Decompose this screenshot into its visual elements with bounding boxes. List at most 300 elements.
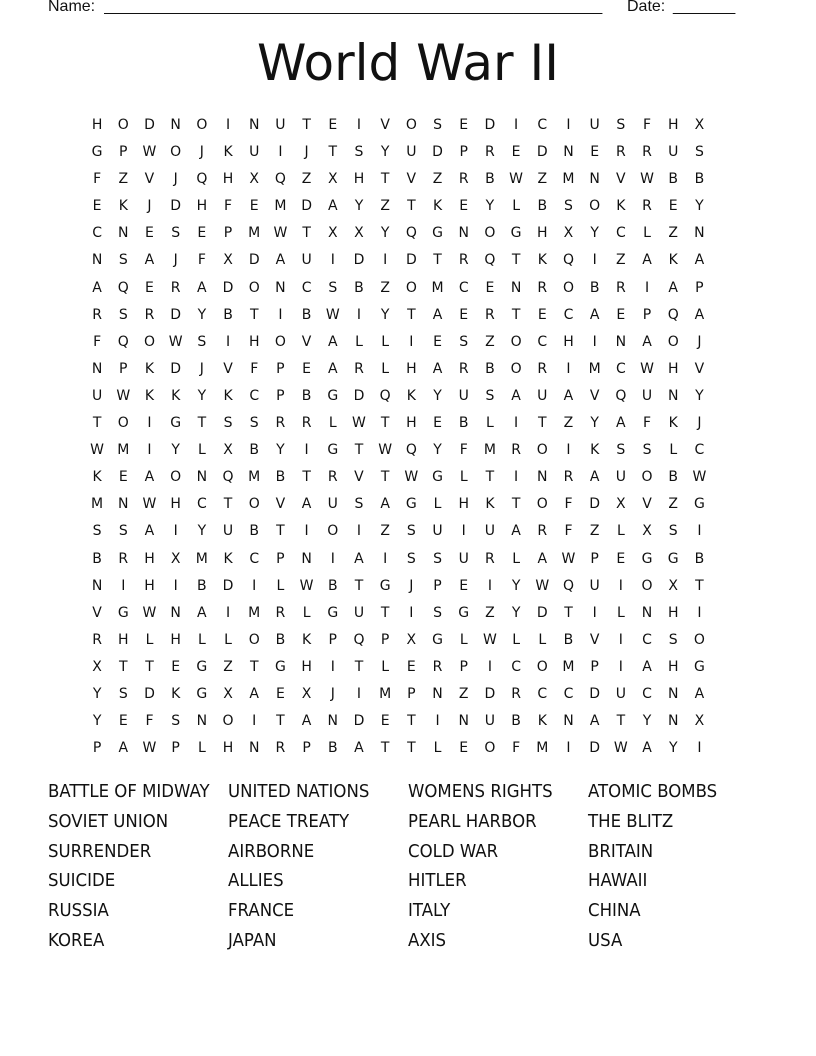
grid-letter: W <box>640 171 654 188</box>
grid-letter: B <box>197 577 207 594</box>
grid-letter: Z <box>589 523 600 540</box>
grid-letter: I <box>173 577 178 594</box>
grid-letter: R <box>458 252 469 269</box>
grid-letter: P <box>223 225 233 242</box>
grid-letter: T <box>380 740 390 757</box>
grid-letter: S <box>197 333 207 350</box>
grid-letter: L <box>616 604 625 621</box>
grid-letter: K <box>223 144 233 161</box>
grid-letter: H <box>667 117 679 133</box>
grid-letter: R <box>432 658 443 675</box>
word-list-item: SUICIDE <box>48 870 116 892</box>
grid-letter: Y <box>590 225 599 242</box>
grid-letter: P <box>459 144 468 161</box>
word-list-item: PEARL HARBOR <box>408 810 537 832</box>
grid-letter: M <box>536 740 549 757</box>
grid-letter: Q <box>222 469 234 486</box>
grid-letter: C <box>537 333 548 350</box>
grid-letter: T <box>616 713 626 730</box>
grid-letter: Y <box>642 713 652 730</box>
grid-letter: E <box>302 360 312 377</box>
grid-letter: A <box>301 713 312 730</box>
grid-letter: U <box>589 577 600 594</box>
grid-letter: U <box>458 550 469 567</box>
grid-letter: A <box>563 387 574 404</box>
grid-letter: I <box>252 577 257 594</box>
grid-letter: N <box>667 685 679 702</box>
grid-letter: T <box>380 604 390 621</box>
grid-letter: D <box>248 252 260 269</box>
grid-letter: M <box>248 604 261 621</box>
grid-letter: O <box>143 333 155 350</box>
grid-letter: G <box>379 577 391 594</box>
name-label: Name: <box>48 0 96 15</box>
grid-letter: A <box>327 360 338 377</box>
grid-letter: O <box>536 442 548 459</box>
grid-letter: N <box>667 713 679 730</box>
grid-letter: Z <box>537 171 548 188</box>
grid-letter: A <box>616 415 626 432</box>
grid-letter: X <box>406 631 417 648</box>
grid-letter: D <box>222 577 234 594</box>
word-list-item: WOMENS RIGHTS <box>408 781 553 802</box>
grid-letter: E <box>145 225 154 242</box>
grid-letter: N <box>510 279 522 296</box>
grid-letter: G <box>432 469 443 486</box>
grid-letter: D <box>589 685 601 702</box>
grid-letter: B <box>511 713 521 730</box>
grid-letter: W <box>168 333 183 350</box>
grid-letter: G <box>91 144 103 161</box>
grid-letter: U <box>537 387 548 404</box>
grid-letter: A <box>144 523 155 540</box>
grid-letter: D <box>589 740 601 757</box>
grid-letter: V <box>144 171 155 188</box>
grid-letter: W <box>692 469 707 486</box>
grid-letter: U <box>668 144 679 161</box>
grid-letter: Q <box>667 306 679 323</box>
grid-letter: O <box>274 333 286 350</box>
grid-letter: F <box>564 523 573 540</box>
grid-letter: Z <box>485 604 495 621</box>
grid-letter: E <box>433 415 442 432</box>
grid-letter: W <box>116 387 131 404</box>
grid-letter: B <box>537 198 548 215</box>
grid-letter: C <box>642 685 652 702</box>
grid-letter: A <box>642 658 652 675</box>
date-field[interactable]: _______ <box>673 0 736 15</box>
grid-letter: N <box>196 469 208 486</box>
grid-letter: T <box>276 713 285 730</box>
grid-letter: Y <box>380 225 390 242</box>
grid-letter: R <box>354 360 364 377</box>
grid-letter: A <box>92 279 102 296</box>
grid-letter: O <box>562 279 574 296</box>
grid-letter: B <box>354 279 364 296</box>
grid-letter: Y <box>590 415 599 432</box>
grid-letter: K <box>302 631 312 648</box>
grid-letter: S <box>406 550 416 567</box>
grid-letter: A <box>301 496 312 513</box>
grid-letter: K <box>432 198 443 215</box>
grid-letter: P <box>276 550 285 567</box>
grid-letter: A <box>694 306 705 323</box>
grid-letter: Z <box>301 171 312 188</box>
grid-letter: T <box>223 496 233 513</box>
grid-letter: H <box>353 171 365 188</box>
word-list-item: COLD WAR <box>408 840 499 862</box>
grid-letter: K <box>144 360 155 377</box>
grid-letter: M <box>562 171 575 188</box>
grid-letter: U <box>484 523 496 540</box>
grid-letter: E <box>145 279 154 296</box>
grid-letter: I <box>566 117 571 133</box>
grid-letter: U <box>432 523 443 540</box>
grid-letter: N <box>301 550 312 567</box>
grid-letter: D <box>353 252 365 269</box>
grid-letter: X <box>694 117 705 133</box>
grid-letter: I <box>487 577 492 594</box>
grid-letter: H <box>170 496 181 513</box>
grid-letter: I <box>278 144 283 161</box>
grid-letter: W <box>273 225 288 242</box>
grid-letter: I <box>514 469 519 486</box>
grid-letter: N <box>641 604 653 621</box>
grid-letter: I <box>252 713 257 730</box>
grid-letter: G <box>405 496 417 513</box>
grid-letter: N <box>91 360 103 377</box>
grid-letter: A <box>144 252 155 269</box>
grid-letter: N <box>589 171 600 188</box>
word-list-item: RUSSIA <box>48 900 109 922</box>
grid-letter: R <box>144 306 155 323</box>
word-list-item: THE BLITZ <box>588 810 674 832</box>
grid-letter: R <box>485 144 495 161</box>
grid-letter: N <box>563 713 574 730</box>
grid-letter: T <box>538 415 547 432</box>
grid-letter: H <box>301 658 312 675</box>
grid-letter: F <box>250 360 259 377</box>
grid-letter: Z <box>563 415 574 432</box>
grid-letter: S <box>354 496 364 513</box>
grid-letter: R <box>485 306 495 323</box>
grid-letter: I <box>461 523 466 540</box>
grid-letter: R <box>642 144 652 161</box>
grid-letter: Y <box>433 442 442 459</box>
grid-letter: J <box>147 198 152 215</box>
grid-letter: O <box>170 469 182 486</box>
grid-letter: R <box>275 415 286 432</box>
grid-letter: R <box>537 523 548 540</box>
grid-letter: K <box>485 496 495 513</box>
grid-letter: T <box>407 306 416 323</box>
grid-letter: K <box>537 252 547 269</box>
grid-letter: B <box>458 415 469 432</box>
grid-letter: S <box>171 225 181 242</box>
grid-letter: N <box>432 685 443 702</box>
grid-letter: D <box>301 198 312 215</box>
grid-letter: S <box>354 144 364 161</box>
grid-letter: S <box>694 144 704 161</box>
grid-letter: L <box>512 550 520 567</box>
grid-letter: K <box>92 469 102 486</box>
grid-letter: S <box>118 523 128 540</box>
grid-letter: H <box>222 171 234 188</box>
grid-letter: S <box>171 713 181 730</box>
grid-letter: U <box>301 252 312 269</box>
grid-letter: H <box>667 360 679 377</box>
word-list-item: HITLER <box>408 870 467 892</box>
grid-letter: I <box>514 117 519 133</box>
grid-letter: B <box>485 360 495 377</box>
grid-letter: L <box>224 631 232 648</box>
grid-letter: U <box>615 469 626 486</box>
grid-letter: O <box>510 360 522 377</box>
grid-letter: O <box>536 658 548 675</box>
grid-letter: N <box>91 577 103 594</box>
grid-letter: F <box>512 740 521 757</box>
grid-letter: T <box>302 469 311 486</box>
grid-letter: H <box>91 117 103 133</box>
grid-letter: R <box>642 198 652 215</box>
grid-letter: U <box>641 387 653 404</box>
grid-letter: R <box>118 550 129 567</box>
grid-letter: T <box>511 496 521 513</box>
grid-letter: K <box>406 387 416 404</box>
grid-letter: C <box>249 550 260 567</box>
grid-letter: X <box>642 523 652 540</box>
grid-letter: V <box>406 171 417 188</box>
grid-letter: R <box>170 279 181 296</box>
grid-letter: W <box>378 442 393 459</box>
grid-letter: E <box>459 117 469 133</box>
grid-letter: Y <box>92 713 102 730</box>
grid-letter: E <box>380 713 390 730</box>
grid-letter: I <box>435 713 440 730</box>
grid-letter: E <box>459 577 469 594</box>
grid-letter: T <box>354 658 364 675</box>
grid-letter: O <box>196 117 208 133</box>
grid-letter: S <box>118 685 128 702</box>
word-list-item: KOREA <box>48 929 105 951</box>
grid-letter: O <box>484 740 496 757</box>
grid-letter: Y <box>276 442 285 459</box>
grid-letter: K <box>590 442 600 459</box>
grid-letter: Y <box>511 604 521 621</box>
grid-letter: W <box>561 550 576 567</box>
grid-letter: T <box>276 523 285 540</box>
grid-letter: D <box>353 387 365 404</box>
grid-letter: L <box>433 496 442 513</box>
grid-letter: D <box>170 306 182 323</box>
grid-letter: G <box>667 550 679 567</box>
grid-letter: E <box>590 144 600 161</box>
grid-letter: I <box>330 550 335 567</box>
grid-letter: R <box>537 360 548 377</box>
grid-letter: T <box>380 469 390 486</box>
grid-letter: L <box>355 333 363 350</box>
grid-letter: D <box>536 144 548 161</box>
grid-letter: A <box>589 306 600 323</box>
grid-letter: G <box>327 442 339 459</box>
grid-letter: K <box>537 713 547 730</box>
grid-letter: B <box>485 171 495 188</box>
name-field[interactable]: ________________________________________________________ <box>104 0 603 15</box>
grid-letter: O <box>405 279 417 296</box>
grid-letter: A <box>275 252 286 269</box>
grid-letter: T <box>249 658 259 675</box>
grid-letter: X <box>92 658 102 675</box>
grid-letter: I <box>225 604 231 621</box>
grid-letter: F <box>224 198 233 215</box>
grid-letter: Q <box>274 171 286 188</box>
grid-letter: Z <box>380 523 390 540</box>
grid-letter: N <box>458 225 469 242</box>
grid-letter: I <box>330 252 335 269</box>
grid-letter: R <box>511 442 521 459</box>
grid-letter: S <box>328 279 338 296</box>
grid-letter: N <box>91 252 103 269</box>
grid-letter: E <box>616 306 626 323</box>
grid-letter: Y <box>354 198 364 215</box>
grid-letter: I <box>304 523 309 540</box>
grid-letter: O <box>641 469 653 486</box>
grid-letter: V <box>380 117 390 133</box>
grid-letter: X <box>563 225 574 242</box>
word-list-item: SURRENDER <box>48 840 152 862</box>
grid-letter: N <box>248 117 260 133</box>
grid-letter: M <box>562 658 575 675</box>
grid-letter: X <box>327 225 338 242</box>
grid-letter: P <box>276 360 285 377</box>
grid-letter: B <box>301 387 312 404</box>
grid-letter: U <box>353 604 365 621</box>
grid-letter: P <box>328 631 337 648</box>
grid-letter: L <box>276 577 285 594</box>
grid-letter: T <box>380 171 390 188</box>
grid-letter: S <box>118 306 128 323</box>
grid-letter: F <box>93 171 102 188</box>
grid-letter: Y <box>380 144 390 161</box>
grid-letter: E <box>485 279 495 296</box>
grid-letter: L <box>328 415 337 432</box>
grid-letter: A <box>118 740 129 757</box>
grid-letter: P <box>92 740 102 757</box>
grid-letter: I <box>697 604 702 621</box>
grid-letter: V <box>223 360 233 377</box>
grid-letter: S <box>92 523 102 540</box>
grid-letter: D <box>432 144 443 161</box>
grid-letter: G <box>458 604 470 621</box>
grid-letter: L <box>643 225 651 242</box>
grid-letter: X <box>616 496 626 513</box>
grid-letter: J <box>304 144 309 161</box>
grid-letter: P <box>642 306 652 323</box>
grid-letter: K <box>668 415 678 432</box>
grid-letter: V <box>275 496 286 513</box>
grid-letter: K <box>223 550 233 567</box>
grid-letter: Y <box>485 198 495 215</box>
grid-letter: R <box>275 604 286 621</box>
grid-letter: S <box>485 387 495 404</box>
grid-letter: L <box>197 740 206 757</box>
grid-letter: O <box>589 198 601 215</box>
grid-letter: M <box>117 442 130 459</box>
word-list-item: CHINA <box>588 900 641 922</box>
grid-letter: G <box>274 658 286 675</box>
grid-letter: R <box>301 415 312 432</box>
grid-letter: W <box>142 740 157 757</box>
grid-letter: C <box>511 658 521 675</box>
grid-letter: I <box>356 117 362 133</box>
grid-letter: B <box>327 740 338 757</box>
grid-letter: H <box>144 550 155 567</box>
grid-letter: U <box>484 713 496 730</box>
grid-letter: M <box>195 550 208 567</box>
grid-letter: S <box>223 415 233 432</box>
grid-letter: T <box>380 415 390 432</box>
grid-letter: I <box>383 252 388 269</box>
grid-letter: E <box>406 658 416 675</box>
grid-letter: E <box>433 333 442 350</box>
grid-letter: O <box>536 496 548 513</box>
grid-letter: H <box>667 604 679 621</box>
grid-letter: D <box>170 360 182 377</box>
grid-letter: J <box>330 685 335 702</box>
grid-letter: J <box>199 360 204 377</box>
grid-letter: N <box>327 713 339 730</box>
grid-letter: P <box>119 144 128 161</box>
grid-letter: I <box>147 442 152 459</box>
grid-letter: H <box>406 415 417 432</box>
grid-letter: K <box>616 198 626 215</box>
grid-letter: Z <box>485 333 495 350</box>
grid-letter: H <box>144 577 155 594</box>
grid-letter: R <box>458 360 469 377</box>
grid-letter: S <box>616 117 626 133</box>
grid-letter: O <box>641 577 653 594</box>
grid-letter: W <box>142 496 157 513</box>
grid-letter: T <box>328 144 338 161</box>
grid-letter: E <box>616 550 626 567</box>
grid-letter: N <box>118 496 129 513</box>
grid-letter: P <box>276 387 285 404</box>
grid-letter: I <box>592 252 597 269</box>
grid-letter: K <box>118 198 128 215</box>
grid-letter: A <box>589 469 600 486</box>
grid-letter: V <box>694 360 705 377</box>
grid-letter: O <box>693 631 705 648</box>
grid-letter: O <box>405 117 417 133</box>
grid-letter: Y <box>92 685 102 702</box>
grid-letter: M <box>248 469 261 486</box>
grid-letter: U <box>327 496 338 513</box>
grid-letter: O <box>222 713 234 730</box>
grid-letter: Y <box>171 442 180 459</box>
grid-letter: F <box>145 713 154 730</box>
grid-letter: X <box>354 225 364 242</box>
grid-letter: T <box>564 604 573 621</box>
grid-letter: E <box>118 713 128 730</box>
grid-letter: L <box>616 523 625 540</box>
grid-letter: U <box>275 117 286 133</box>
grid-letter: S <box>249 415 259 432</box>
grid-letter: T <box>485 469 495 486</box>
grid-letter: N <box>667 387 679 404</box>
grid-letter: C <box>615 225 626 242</box>
grid-letter: Q <box>117 333 129 350</box>
grid-letter: R <box>327 469 338 486</box>
